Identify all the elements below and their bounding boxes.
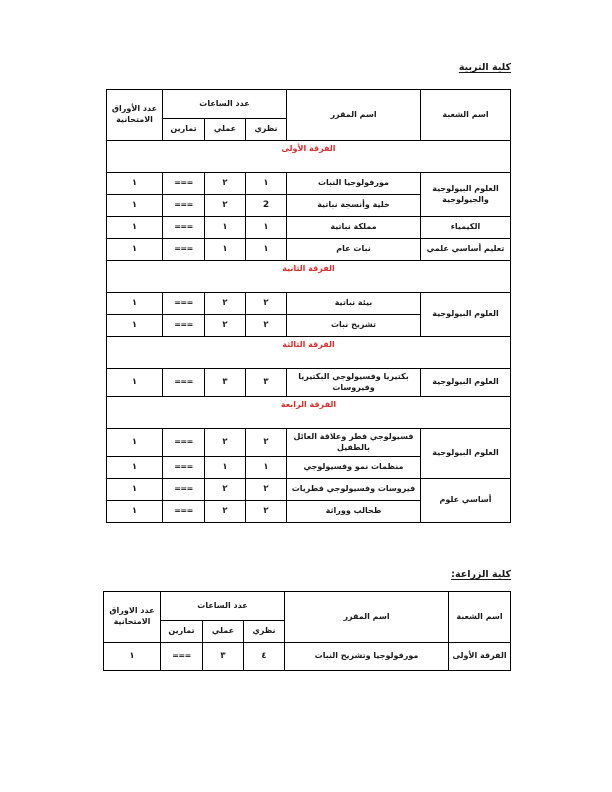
cell-practical: ٢ — [205, 315, 246, 337]
branch-line1: العلوم البيولوجية — [432, 183, 499, 193]
table-row — [106, 479, 510, 501]
cell-theory: ١ — [246, 217, 287, 239]
cell-practical: ٢ — [205, 479, 246, 501]
cell-course: مملكة نباتية — [287, 217, 421, 239]
cell-course: فيروسات وفسيولوجي فطريات — [287, 479, 421, 501]
col-header-hours-group: عدد الساعات — [162, 90, 286, 119]
cell-exercise: === — [162, 457, 204, 479]
education-table-head — [106, 90, 510, 141]
cell-course — [287, 429, 421, 457]
cell-practical: ٣ — [205, 369, 246, 397]
cell-exercise: === — [162, 217, 204, 239]
cell-exercise: === — [162, 429, 204, 457]
cell-exercise: === — [162, 369, 204, 397]
cell-practical: ٢ — [205, 195, 246, 217]
cell-papers: ١ — [106, 429, 162, 457]
col-header-course: اسم المقرر — [287, 90, 421, 141]
cell-exercise: === — [160, 643, 202, 671]
group-header-row — [106, 141, 510, 173]
col-header-hours-group: عدد الساعات — [160, 592, 284, 621]
cell-theory: ٢ — [246, 429, 287, 457]
cell-course: مورفولوجيا وتشريح النبات — [285, 643, 449, 671]
cell-theory: ٤ — [244, 643, 285, 671]
col-header-papers — [106, 90, 162, 141]
group-label-year-1: الفرقة الأولى — [106, 141, 510, 173]
table-row — [106, 369, 510, 397]
cell-branch: العلوم البيولوجية — [421, 293, 511, 337]
cell-course: تشريح نبات — [287, 315, 421, 337]
cell-practical: ٢ — [205, 501, 246, 523]
cell-papers: ١ — [106, 315, 162, 337]
cell-papers: ١ — [106, 217, 162, 239]
cell-theory: ٢ — [246, 293, 287, 315]
cell-exercise: === — [162, 195, 204, 217]
table-header-row-top — [106, 90, 510, 119]
course-line2: بالطفيل — [337, 442, 370, 452]
col-header-papers-line2: الامتحانية — [113, 617, 151, 626]
cell-papers: ١ — [106, 239, 162, 261]
cell-papers: ١ — [106, 457, 162, 479]
cell-branch: تعليم أساسي علمي — [421, 239, 511, 261]
cell-exercise: === — [162, 315, 204, 337]
section-title-agriculture: كلية الزراعة: — [451, 569, 511, 580]
cell-theory: ١ — [246, 457, 287, 479]
cell-course — [287, 369, 421, 397]
table-row — [106, 217, 510, 239]
cell-practical: ٣ — [203, 643, 244, 671]
group-label-year-3: الفرقة الثالثة — [106, 337, 510, 369]
col-header-theory: نظري — [246, 119, 287, 141]
table-row — [106, 173, 510, 195]
cell-branch: الكيمياء — [421, 217, 511, 239]
cell-papers: ١ — [106, 369, 162, 397]
section-title-education: كلية التربية — [458, 62, 511, 73]
cell-exercise: === — [162, 293, 204, 315]
table-row — [106, 239, 510, 261]
col-header-papers-line1: عدد الاوراق — [109, 606, 155, 616]
group-label-year-4: الفرقة الرابعة — [106, 397, 510, 429]
cell-branch: أساسي علوم — [421, 479, 511, 523]
table-header-row-top — [103, 592, 510, 621]
col-header-papers — [103, 592, 160, 643]
cell-exercise: === — [162, 479, 204, 501]
col-header-papers-line2: الامتحانية — [116, 115, 153, 124]
col-header-practical: عملي — [205, 119, 246, 141]
cell-exercise: === — [162, 239, 204, 261]
cell-practical: ٢ — [205, 429, 246, 457]
cell-practical: ١ — [205, 457, 246, 479]
cell-papers: ١ — [106, 293, 162, 315]
cell-branch: العلوم البيولوجية — [421, 429, 511, 479]
course-line1: فسيولوجي فطر وعلاقة العائل — [293, 431, 414, 441]
cell-theory: ٢ — [246, 479, 287, 501]
group-header-row — [106, 337, 510, 369]
cell-theory: ٢ — [246, 501, 287, 523]
cell-papers: ١ — [106, 479, 162, 501]
col-header-course: اسم المقرر — [285, 592, 449, 643]
col-header-theory: نظري — [244, 621, 285, 643]
cell-course: نبات عام — [287, 239, 421, 261]
cell-exercise: === — [162, 501, 204, 523]
cell-course: طحالب ووراثة — [287, 501, 421, 523]
cell-exercise: === — [162, 173, 204, 195]
col-header-exercise: تمارين — [160, 621, 202, 643]
cell-practical: ١ — [205, 239, 246, 261]
cell-branch: العلوم البيولوجية — [421, 369, 511, 397]
cell-practical: ١ — [205, 217, 246, 239]
course-line1: بكتيريا وفسيولوجي البكتيريا — [298, 371, 409, 381]
group-header-row — [106, 397, 510, 429]
cell-course: بيئة نباتية — [287, 293, 421, 315]
cell-theory: ١ — [246, 239, 287, 261]
cell-practical: ٢ — [205, 293, 246, 315]
cell-course: مورفولوجيا النبات — [287, 173, 421, 195]
agriculture-table-head — [103, 592, 510, 643]
education-courses-table — [106, 89, 511, 523]
cell-branch: الفرقة الأولى — [449, 643, 511, 671]
agriculture-courses-table — [103, 591, 511, 671]
col-header-exercise: تمارين — [162, 119, 204, 141]
table-row — [106, 293, 510, 315]
col-header-practical: عملي — [203, 621, 244, 643]
cell-practical: ٢ — [205, 173, 246, 195]
branch-line2: والجيولوجية — [442, 194, 489, 204]
cell-course: خلية وأنسجة نباتية — [287, 195, 421, 217]
table-row — [106, 429, 510, 457]
table-row — [103, 643, 510, 671]
cell-papers: ١ — [106, 501, 162, 523]
group-label-year-2: الفرقة الثانية — [106, 261, 510, 293]
col-header-branch: اسم الشعبة — [421, 90, 511, 141]
cell-course: منظمات نمو وفسيولوجي — [287, 457, 421, 479]
cell-theory: ١ — [246, 173, 287, 195]
cell-papers: ١ — [106, 195, 162, 217]
cell-papers: ١ — [106, 173, 162, 195]
cell-theory: 2 — [246, 195, 287, 217]
cell-theory: ٣ — [246, 369, 287, 397]
cell-branch — [421, 173, 511, 217]
agriculture-table-body — [103, 643, 510, 671]
education-table-body — [106, 141, 510, 523]
cell-theory: ٢ — [246, 315, 287, 337]
course-line2: وفيروسات — [332, 382, 375, 392]
col-header-branch: اسم الشعبة — [449, 592, 511, 643]
col-header-papers-line1: عدد الأوراق — [111, 104, 158, 114]
group-header-row — [106, 261, 510, 293]
cell-papers: ١ — [103, 643, 160, 671]
